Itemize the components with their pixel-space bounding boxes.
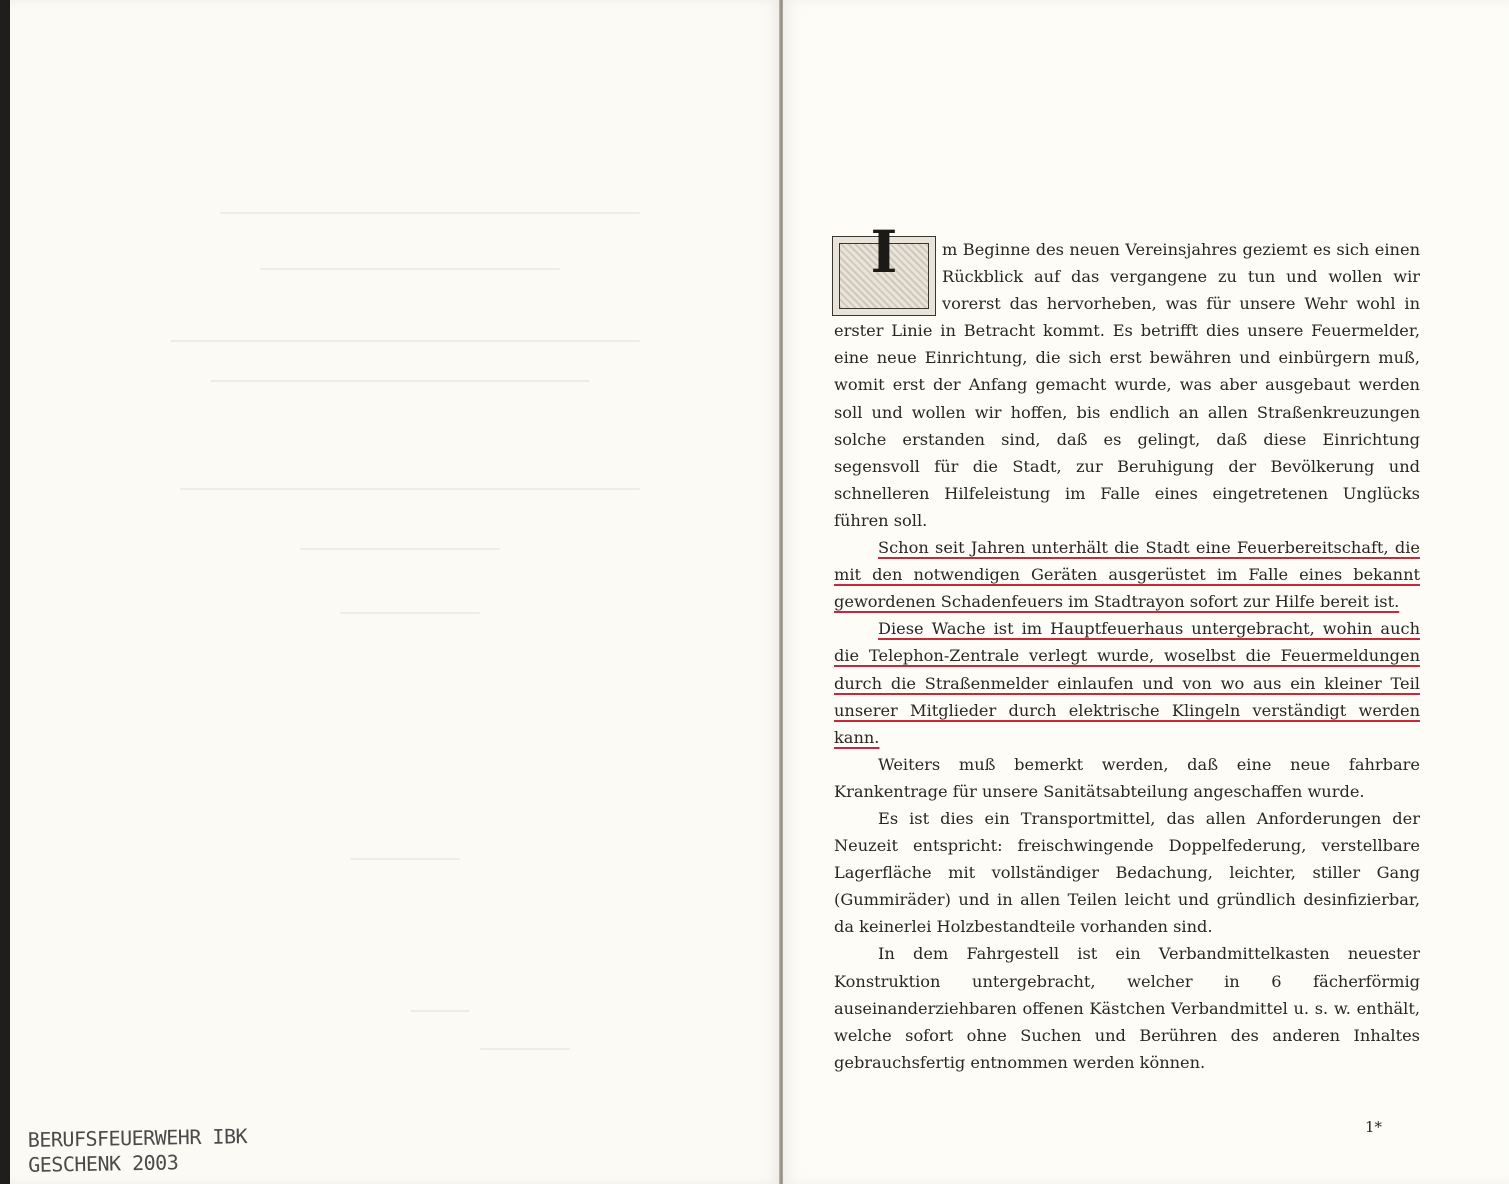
paragraph-1 xyxy=(834,218,1420,534)
body-text xyxy=(834,218,1420,1076)
paragraph-5: Es ist dies ein Transportmittel, das allen Anforderungen der Neuzeit entspricht: freischwingende Doppelfederung, verstellbare Lagerfläche mit vollständiger Bedachung, leichter, stiller Gang (Gummiräder) und in allen Teilen leicht und gründlich desinfizierbar, da keinerlei Holzbestandteile vorhanden sind. xyxy=(834,808,1420,937)
paragraph-3-underlined-text: Diese Wache ist im Hauptfeuerhaus untergebracht, wohin auch die Telephon-Zentrale verlegt wurde, woselbst die Feuermeldungen durch die Straßenmelder einlaufen und von wo aus ein kleiner Teil unserer Mitglieder durch elektrische Klingeln verständigt werden kann. xyxy=(834,619,1420,747)
page-number: 1* xyxy=(1365,1118,1383,1136)
paragraph-2 xyxy=(834,534,1420,615)
paragraph-2-underlined-text: Schon seit Jahren unterhält die Stadt eine Feuerbereitschaft, die mit den notwendigen Geräten ausgerüstet im Falle eines bekannt gewordenen Schadenfeuers im Stadtrayon sofort zur Hilfe bereit ist. xyxy=(834,538,1420,612)
handwritten-note-line-2: GESCHENK 2003 xyxy=(28,1150,179,1177)
handwritten-note-line-1: BERUFSFEUERWEHR IBK xyxy=(27,1124,248,1152)
handwritten-ownership-note xyxy=(28,1124,248,1178)
ornamental-initial-letter: I xyxy=(870,218,898,286)
left-page xyxy=(10,0,780,1184)
paragraph-1-text: m Beginne des neuen Vereinsjahres geziemt es sich einen Rückblick auf das vergangene zu tun und wollen wir vorerst das hervorheben, was für unsere Wehr wohl in erster Linie in Betracht kommt. Es betrifft dies unsere Feuermelder, eine neue Einrichtung, die sich erst bewähren und einbürgern muß, womit erst der Anfang gemacht wurde, was aber ausgebaut werden soll und wollen wir hoffen, bis endlich an allen Straßenkreuzungen solche erstanden sind, daß es gelingt, daß diese Einrichtung segensvoll für die Stadt, zur Beruhigung der Bevölkerung und schnelleren Hilfeleistung im Falle eines eingetretenen Unglücks führen soll. xyxy=(834,240,1420,530)
paragraph-3 xyxy=(834,615,1420,750)
ornamental-initial xyxy=(832,218,936,316)
paragraph-6: In dem Fahrgestell ist ein Verbandmittelkasten neuester Konstruktion untergebracht, welcher in 6 fächerförmig auseinanderziehbaren offenen Kästchen Verbandmittel u. s. w. enthält, welche sofort ohne Suchen und Berühren des anderen Inhaltes gebrauchsfertig entnommen werden können. xyxy=(834,944,1420,1072)
paragraph-4: Weiters muß bemerkt werden, daß eine neue fahrbare Krankentrage für unsere Sanitätsabteilung angeschaffen wurde. xyxy=(834,754,1420,801)
